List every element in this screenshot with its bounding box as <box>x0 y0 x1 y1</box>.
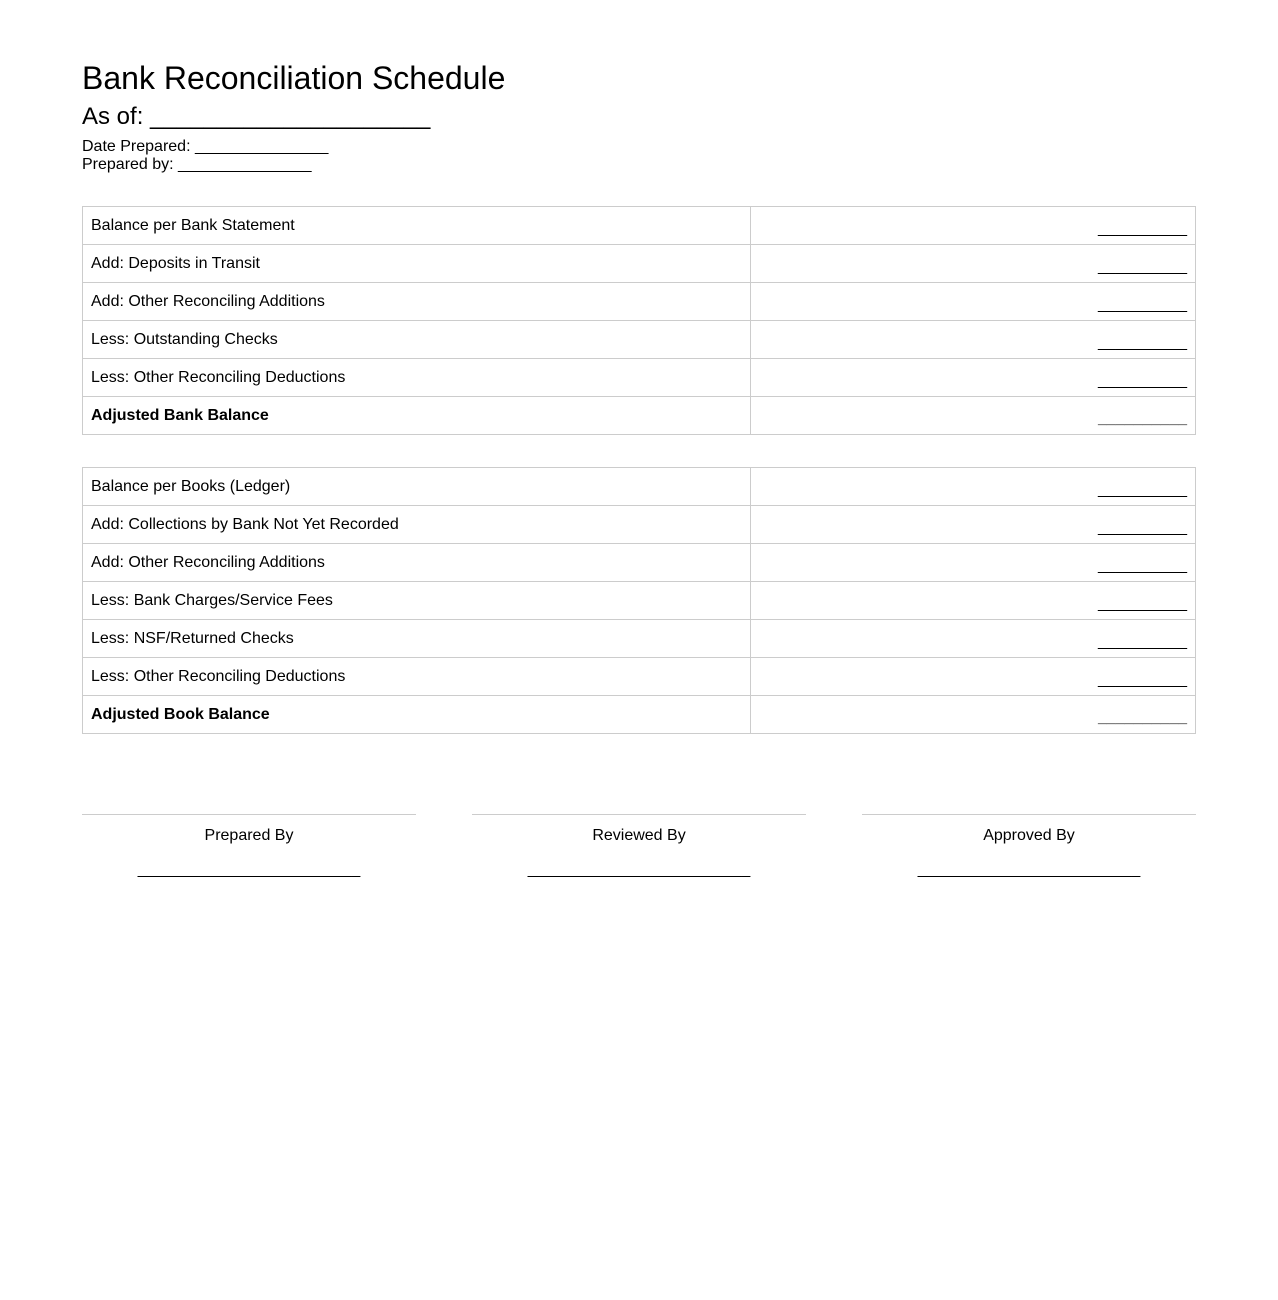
book-balance-table <box>82 467 1196 734</box>
table-row <box>83 468 1196 506</box>
row-label: Less: Other Reconciling Deductions <box>83 359 751 397</box>
row-label: Less: NSF/Returned Checks <box>83 620 751 658</box>
row-label: Balance per Bank Statement <box>83 207 751 245</box>
signature-title: Approved By <box>983 827 1075 844</box>
row-label: Add: Collections by Bank Not Yet Recorded <box>83 506 751 544</box>
signature-title: Reviewed By <box>592 827 686 844</box>
amount-field[interactable]: __________ <box>751 696 1196 734</box>
page-title: Bank Reconciliation Schedule <box>82 60 506 96</box>
table-row <box>83 359 1196 397</box>
total-row <box>83 696 1196 734</box>
document-page <box>82 56 1196 879</box>
signature-block-prepared <box>82 814 416 879</box>
row-label: Less: Other Reconciling Deductions <box>83 658 751 696</box>
amount-field[interactable]: __________ <box>751 321 1196 359</box>
amount-field[interactable]: __________ <box>751 245 1196 283</box>
row-label: Less: Bank Charges/Service Fees <box>83 582 751 620</box>
signature-block-reviewed <box>472 814 806 879</box>
row-label: Balance per Books (Ledger) <box>83 468 751 506</box>
prepared-by-field[interactable]: Prepared by: _______________ <box>82 156 312 173</box>
total-row <box>83 397 1196 435</box>
table-row <box>83 544 1196 582</box>
amount-field[interactable]: __________ <box>751 544 1196 582</box>
amount-field[interactable]: __________ <box>751 468 1196 506</box>
as-of-field[interactable]: As of: _____________________ <box>82 103 431 130</box>
signature-line[interactable]: _________________________ <box>917 861 1141 878</box>
signature-block-approved <box>862 814 1196 879</box>
amount-field[interactable]: __________ <box>751 658 1196 696</box>
amount-field[interactable]: __________ <box>751 397 1196 435</box>
signature-line[interactable]: _________________________ <box>137 861 361 878</box>
row-label: Add: Deposits in Transit <box>83 245 751 283</box>
table-row <box>83 321 1196 359</box>
row-label: Less: Outstanding Checks <box>83 321 751 359</box>
amount-field[interactable]: __________ <box>751 207 1196 245</box>
row-label: Add: Other Reconciling Additions <box>83 283 751 321</box>
amount-field[interactable]: __________ <box>751 620 1196 658</box>
table-row <box>83 658 1196 696</box>
table-row <box>83 207 1196 245</box>
table-row <box>83 245 1196 283</box>
amount-field[interactable]: __________ <box>751 359 1196 397</box>
bank-balance-table <box>82 206 1196 435</box>
table-row <box>83 506 1196 544</box>
table-row <box>83 283 1196 321</box>
signature-line[interactable]: _________________________ <box>527 861 751 878</box>
table-row <box>83 582 1196 620</box>
signature-section <box>82 814 1196 879</box>
signature-title: Prepared By <box>204 827 294 844</box>
row-label: Add: Other Reconciling Additions <box>83 544 751 582</box>
date-prepared-field[interactable]: Date Prepared: _______________ <box>82 138 329 155</box>
amount-field[interactable]: __________ <box>751 506 1196 544</box>
amount-field[interactable]: __________ <box>751 283 1196 321</box>
amount-field[interactable]: __________ <box>751 582 1196 620</box>
row-label: Adjusted Book Balance <box>83 696 751 734</box>
row-label: Adjusted Bank Balance <box>83 397 751 435</box>
table-row <box>83 620 1196 658</box>
